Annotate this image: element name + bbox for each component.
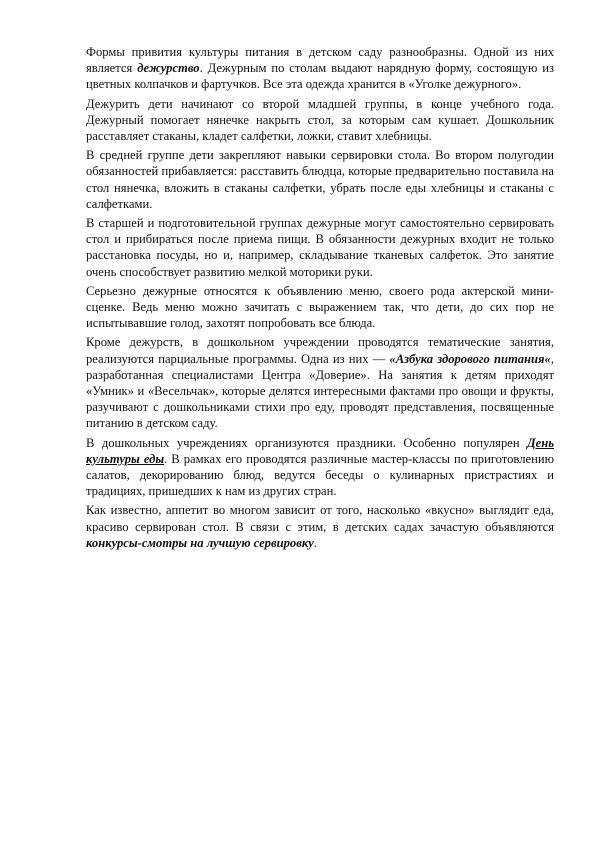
text-run: Серьезно дежурные относятся к объявлению меню, своего рода актерской мини-сценке. Ведь меню можно зачитать с выражением так, что дети, до сих пор не испытывавшие голод, захотят попробовать все блюда.	[86, 283, 554, 331]
emphasized-term: конкурсы-смотры на лучшую сервировку	[86, 535, 314, 550]
emphasized-underlined-term: День культуры еды	[86, 435, 554, 466]
text-run: В дошкольных учреждениях организуются праздники. Особенно популярен	[86, 435, 528, 450]
text-run: . Дежурным по столам выдают нарядную форму, состоящую из цветных колпачков и фартучков. Все эта одежда хранится в «Уголке дежурного».	[86, 61, 554, 92]
text-run: В старшей и подготовительной группах дежурные могут самостоятельно сервировать стол и прибираться после приема пищи. В обязанности дежурных входит не только расстановка посуды, но и, например, складывание тканевых салфеток. Это занятие очень способствует развитию мелкой моторики руки.	[86, 216, 554, 279]
paragraph-p5	[86, 283, 554, 332]
text-run: Как известно, аппетит во многом зависит от того, насколько «вкусно» выглядит еда, красиво сервирован стол. В связи с этим, в детских садах зачастую объявляются	[86, 503, 554, 534]
paragraph-p2	[86, 96, 554, 145]
text-run: Формы привития культуры питания в детском саду разнообразны. Одной из них является	[86, 45, 554, 76]
paragraph-p1	[86, 44, 554, 93]
paragraph-p7	[86, 435, 554, 500]
paragraph-p4	[86, 215, 554, 280]
emphasized-term: «Азбука здорового питания«	[389, 351, 551, 366]
emphasized-term: дежурство	[137, 61, 200, 76]
paragraph-p8	[86, 502, 554, 551]
text-run: Дежурить дети начинают со второй младшей группы, в конце учебного года. Дежурный помогает нянечке накрыть стол, за которым сам кушает. Дошкольник расставляет стаканы, кладет салфетки, ложки, ставит хлебницы.	[86, 96, 554, 144]
text-run: .	[313, 535, 317, 550]
paragraph-p3	[86, 147, 554, 212]
text-run: В средней группе дети закрепляют навыки сервировки стола. Во втором полугодии обязанностей прибавляется: расставить блюдца, которые предварительно поставила на стол нянечка, вложить в стаканы салфетки, убрать после еды хлебницы и стаканы с салфетками.	[86, 148, 554, 211]
text-run: . В рамках его проводятся различные мастер-классы по приготовлению салатов, декорированию блюд, ведутся беседы о кулинарных пристрастиях и традициях, пришедших к нам из других стран.	[86, 451, 554, 499]
paragraph-p6	[86, 334, 554, 431]
text-run: , разработанная специалистами Центра «Доверие». На занятия к детям приходят «Умник» и «Весельчак», которые делятся интересными фактами про овощи и фрукты, разучивают с дошкольниками стихи про еду, проводят представления, посвященные питанию в детском саду.	[86, 351, 554, 431]
document-body	[86, 44, 554, 554]
text-run: Кроме дежурств, в дошкольном учреждении проводятся тематические занятия, реализуются парциальные программы. Одна из них —	[86, 335, 554, 366]
